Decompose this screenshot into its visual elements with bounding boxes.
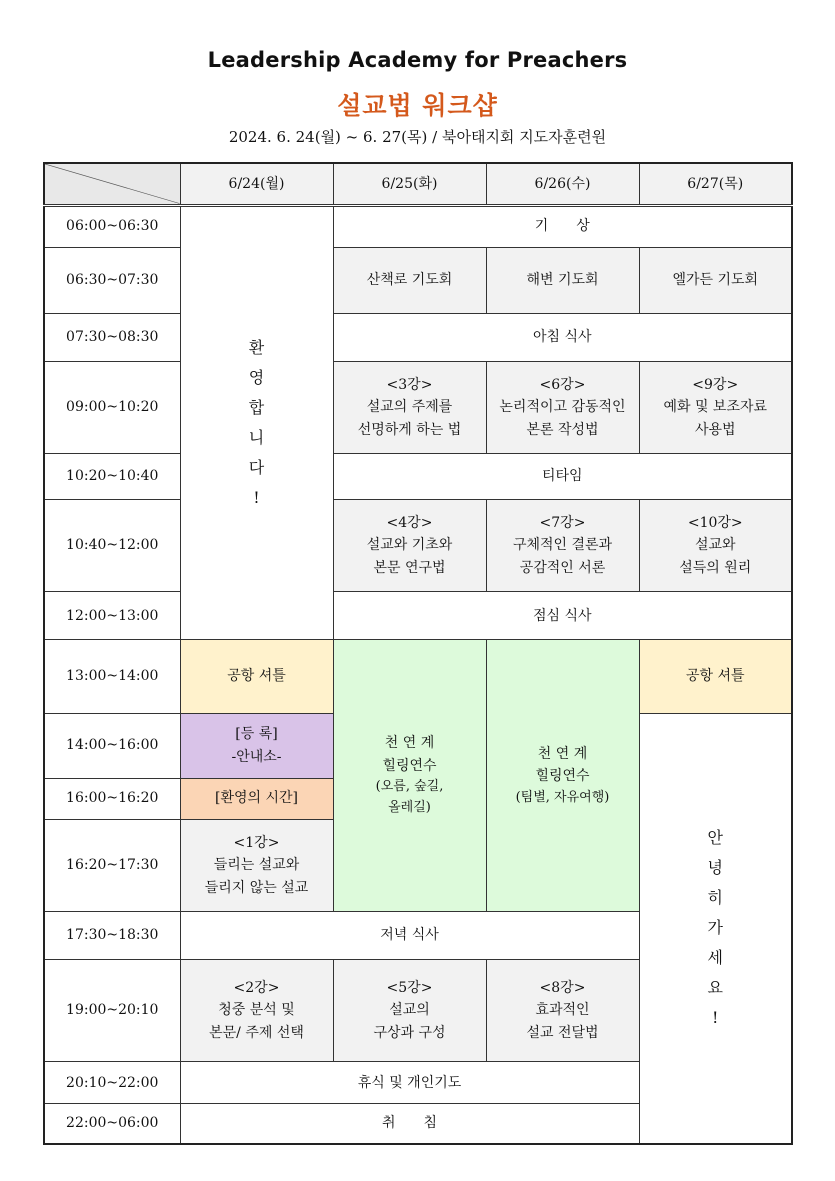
sleep-cell: 취 침	[180, 1104, 639, 1144]
lecture-number: <3강>	[386, 376, 433, 393]
beach-prayer-cell: 해변 기도회	[486, 247, 639, 313]
welcome-char: 다	[248, 457, 265, 477]
lecture-7-cell	[486, 500, 639, 592]
welcome-char: !	[253, 487, 260, 507]
time-cell: 10:20~10:40	[44, 454, 180, 500]
healing-subtitle: 힐링연수	[382, 757, 437, 774]
airport-shuttle-mon-cell: 공항 셔틀	[180, 640, 333, 713]
walk-prayer-cell: 산책로 기도회	[333, 247, 486, 313]
corner-cell	[44, 163, 180, 205]
lecture-number: <10강>	[687, 515, 743, 532]
welcome-char: 환	[248, 337, 265, 357]
goodbye-char: 세	[707, 948, 723, 968]
lecture-title-line: 논리적이고 감동적인	[499, 399, 626, 416]
time-cell: 12:00~13:00	[44, 592, 180, 640]
lecture-title-line: 들리는 설교와	[213, 857, 300, 874]
title-korean: 설교법 워크샵	[337, 91, 498, 120]
schedule-table	[43, 162, 793, 1145]
lecture-title-line: 구체적인 결론과	[512, 537, 613, 554]
registration-location: -안내소-	[231, 748, 282, 765]
goodbye-cell	[639, 713, 792, 1144]
header-day-4: 6/27(목)	[639, 163, 792, 205]
time-cell: 14:00~16:00	[44, 713, 180, 778]
lecture-3-cell	[333, 361, 486, 453]
time-cell: 19:00~20:10	[44, 960, 180, 1062]
subtitle: 2024. 6. 24(월) ~ 6. 27(목) / 북아태지회 지도자훈련원	[228, 128, 607, 146]
header-row	[44, 163, 792, 205]
lecture-title-line: 공감적인 서론	[519, 559, 606, 576]
lecture-number: <4강>	[386, 515, 433, 532]
registration-title: [등 록]	[235, 726, 278, 743]
lecture-number: <9강>	[692, 376, 739, 393]
header-day-2: 6/25(화)	[333, 163, 486, 205]
lecture-title-line: 들리지 않는 설교	[204, 879, 309, 896]
lecture-title-line: 본론 작성법	[526, 421, 599, 438]
title-english: Leadership Academy for Preachers	[207, 48, 628, 72]
table-row	[44, 361, 792, 453]
time-cell: 07:30~08:30	[44, 313, 180, 361]
time-cell: 17:30~18:30	[44, 911, 180, 959]
lecture-title-line: 설득의 원리	[679, 559, 752, 576]
healing-detail: (오름, 숲길,	[375, 779, 444, 795]
healing-title: 천 연 계	[384, 735, 435, 752]
welcome-cell	[180, 205, 333, 640]
time-cell: 06:30~07:30	[44, 247, 180, 313]
healing-detail: 올레길)	[388, 800, 431, 816]
lunch-cell: 점심 식사	[333, 592, 792, 640]
lecture-5-cell	[333, 960, 486, 1062]
registration-cell	[180, 713, 333, 778]
time-cell: 06:00~06:30	[44, 205, 180, 247]
healing-tue-cell	[333, 640, 486, 912]
lecture-title-line: 선명하게 하는 법	[357, 421, 462, 438]
lecture-6-cell	[486, 361, 639, 453]
goodbye-char: 요	[707, 978, 723, 998]
lecture-title-line: 설교 전달법	[526, 1024, 599, 1041]
lecture-title-line: 설교와	[694, 537, 736, 554]
lecture-title-line: 효과적인	[535, 1002, 590, 1019]
lecture-title-line: 본문 연구법	[373, 559, 446, 576]
lecture-title-line: 사용법	[694, 421, 736, 438]
goodbye-char: 히	[707, 888, 723, 908]
welcome-char: 합	[248, 397, 265, 417]
healing-title: 천 연 계	[537, 745, 588, 762]
teatime-cell: 티타임	[333, 454, 792, 500]
time-cell: 16:00~16:20	[44, 778, 180, 819]
lecture-title-line: 설교의 주제를	[366, 399, 453, 416]
lecture-title-line: 설교의	[389, 1002, 430, 1019]
breakfast-cell: 아침 식사	[333, 313, 792, 361]
lecture-2-cell	[180, 960, 333, 1062]
lecture-8-cell	[486, 960, 639, 1062]
table-row	[44, 247, 792, 313]
lecture-title-line: 청중 분석 및	[218, 1002, 295, 1019]
table-row	[44, 592, 792, 640]
healing-detail: (팀별, 자유여행)	[515, 789, 610, 805]
welcome-char: 영	[248, 367, 265, 387]
table-row	[44, 454, 792, 500]
lecture-4-cell	[333, 500, 486, 592]
time-cell: 20:10~22:00	[44, 1062, 180, 1104]
time-cell: 09:00~10:20	[44, 361, 180, 453]
lecture-number: <2강>	[233, 980, 280, 997]
goodbye-char: 가	[707, 918, 723, 938]
time-cell: 16:20~17:30	[44, 819, 180, 911]
lecture-title-line: 구상과 구성	[373, 1024, 446, 1041]
table-row	[44, 500, 792, 592]
table-row	[44, 205, 792, 247]
lecture-title-line: 본문/ 주제 선택	[209, 1024, 304, 1041]
header-day-1: 6/24(월)	[180, 163, 333, 205]
lecture-number: <5강>	[386, 980, 433, 997]
healing-subtitle: 힐링연수	[535, 768, 590, 785]
welcome-time-cell: [환영의 시간]	[180, 778, 333, 819]
wake-cell: 기 상	[333, 205, 792, 247]
lecture-title-line: 예화 및 보조자료	[663, 399, 768, 416]
time-cell: 10:40~12:00	[44, 500, 180, 592]
table-row	[44, 313, 792, 361]
goodbye-char: !	[712, 1008, 719, 1028]
time-cell: 13:00~14:00	[44, 640, 180, 713]
lecture-number: <8강>	[539, 980, 586, 997]
ellen-prayer-cell: 엘가든 기도회	[639, 247, 792, 313]
rest-cell: 휴식 및 개인기도	[180, 1062, 639, 1104]
airport-shuttle-thu-cell: 공항 셔틀	[639, 640, 792, 713]
dinner-cell: 저녁 식사	[180, 911, 639, 959]
healing-wed-cell	[486, 640, 639, 912]
lecture-10-cell	[639, 500, 792, 592]
table-row	[44, 640, 792, 713]
lecture-number: <1강>	[233, 834, 280, 851]
time-cell: 22:00~06:00	[44, 1104, 180, 1144]
lecture-title-line: 설교와 기초와	[366, 537, 453, 554]
goodbye-char: 녕	[707, 858, 723, 878]
lecture-1-cell	[180, 819, 333, 911]
header-day-3: 6/26(수)	[486, 163, 639, 205]
welcome-char: 니	[248, 427, 265, 447]
lecture-9-cell	[639, 361, 792, 453]
goodbye-char: 안	[707, 828, 723, 848]
lecture-number: <6강>	[539, 376, 586, 393]
lecture-number: <7강>	[539, 515, 586, 532]
